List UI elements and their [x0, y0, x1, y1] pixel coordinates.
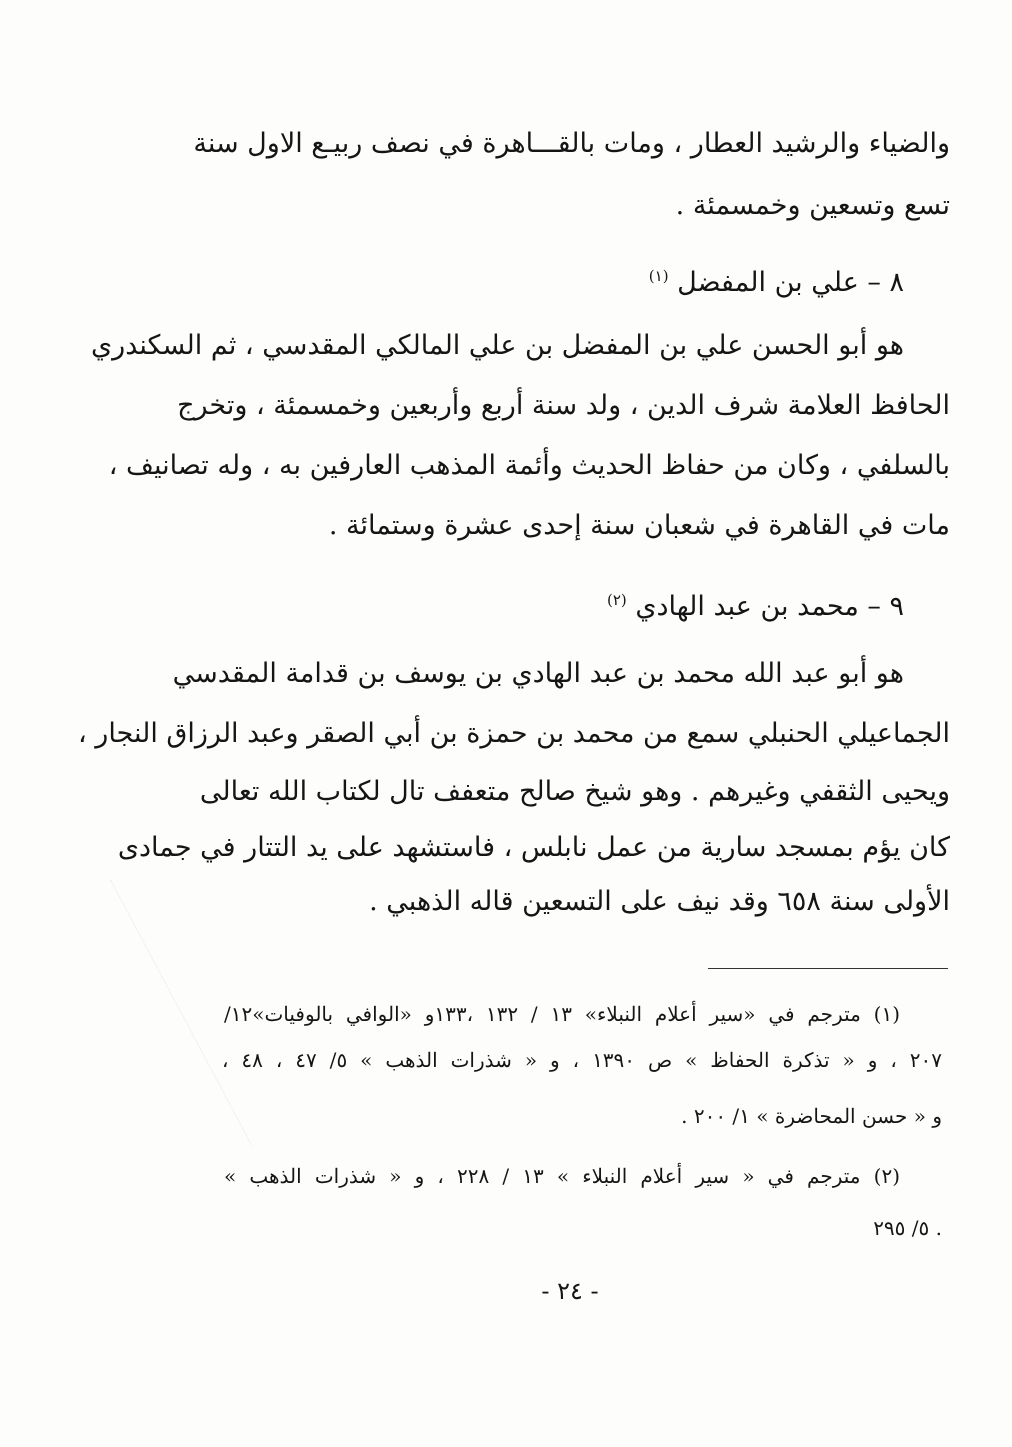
text-line: تسع وتسعين وخمسمئة . [675, 190, 950, 221]
footnote-line: (٢) مترجم في « سير أعلام النبلاء » ١٣ / ٢٢٨ ، و « شذرات الذهب » [224, 1164, 900, 1188]
text-line: والضياء والرشيد العطار ، ومات بالقـــاهرة في نصف ربيـع الاول سنة [193, 128, 950, 159]
footnote-separator [708, 968, 948, 969]
footnote-line: ٢٠٧ ، و « تذكرة الحفاظ » ص ١٣٩٠ ، و « شذرات الذهب » ٥/ ٤٧ ، ٤٨ ، [222, 1048, 942, 1072]
entry-heading-8 [649, 258, 904, 301]
footnote-line: و « حسن المحاضرة » ١/ ٢٠٠ . [681, 1104, 942, 1128]
text-line: هو أبو عبد الله محمد بن عبد الهادي بن يوسف بن قدامة المقدسي [172, 658, 904, 689]
text-line: كان يؤم بمسجد سارية من عمل نابلس ، فاستشهد على يد التتار في جمادى [117, 832, 950, 863]
entry-heading-text: ٨ – علي بن المفضل [677, 267, 904, 298]
text-line: الجماعيلي الحنبلي سمع من محمد بن حمزة بن أبي الصقر وعبد الرزاق النجار ، [77, 718, 950, 749]
entry-heading-text: ٩ – محمد بن عبد الهادي [635, 591, 904, 622]
text-line: هو أبو الحسن علي بن المفضل بن علي المالكي المقدسي ، ثم السكندري [91, 330, 904, 361]
footnote-ref: (٢) [606, 591, 627, 609]
text-line: الأولى سنة ٦٥٨ وقد نيف على التسعين قاله الذهبي . [369, 886, 950, 917]
text-line: بالسلفي ، وكان من حفاظ الحديث وأئمة المذهب العارفين به ، وله تصانيف ، [108, 450, 950, 481]
text-line: مات في القاهرة في شعبان سنة إحدى عشرة وستمائة . [328, 510, 950, 541]
footnote-line: . ٥/ ٢٩٥ [873, 1216, 942, 1240]
text-line: ويحيى الثقفي وغيرهم . وهو شيخ صالح متعفف تال لكتاب الله تعالى [199, 776, 950, 807]
text-line: الحافظ العلامة شرف الدين ، ولد سنة أربع وأربعين وخمسمئة ، وتخرج [177, 390, 950, 421]
footnote-ref: (١) [648, 267, 669, 285]
scan-artifact [110, 823, 358, 1145]
footnote-line: (١) مترجم في «سير أعلام النبلاء» ١٣ / ١٣٢ ،١٣٣و «الوافي بالوفيات»١٢/ [224, 1002, 901, 1026]
page-number: - ٢٤ - [541, 1277, 599, 1305]
entry-heading-9 [607, 582, 904, 625]
